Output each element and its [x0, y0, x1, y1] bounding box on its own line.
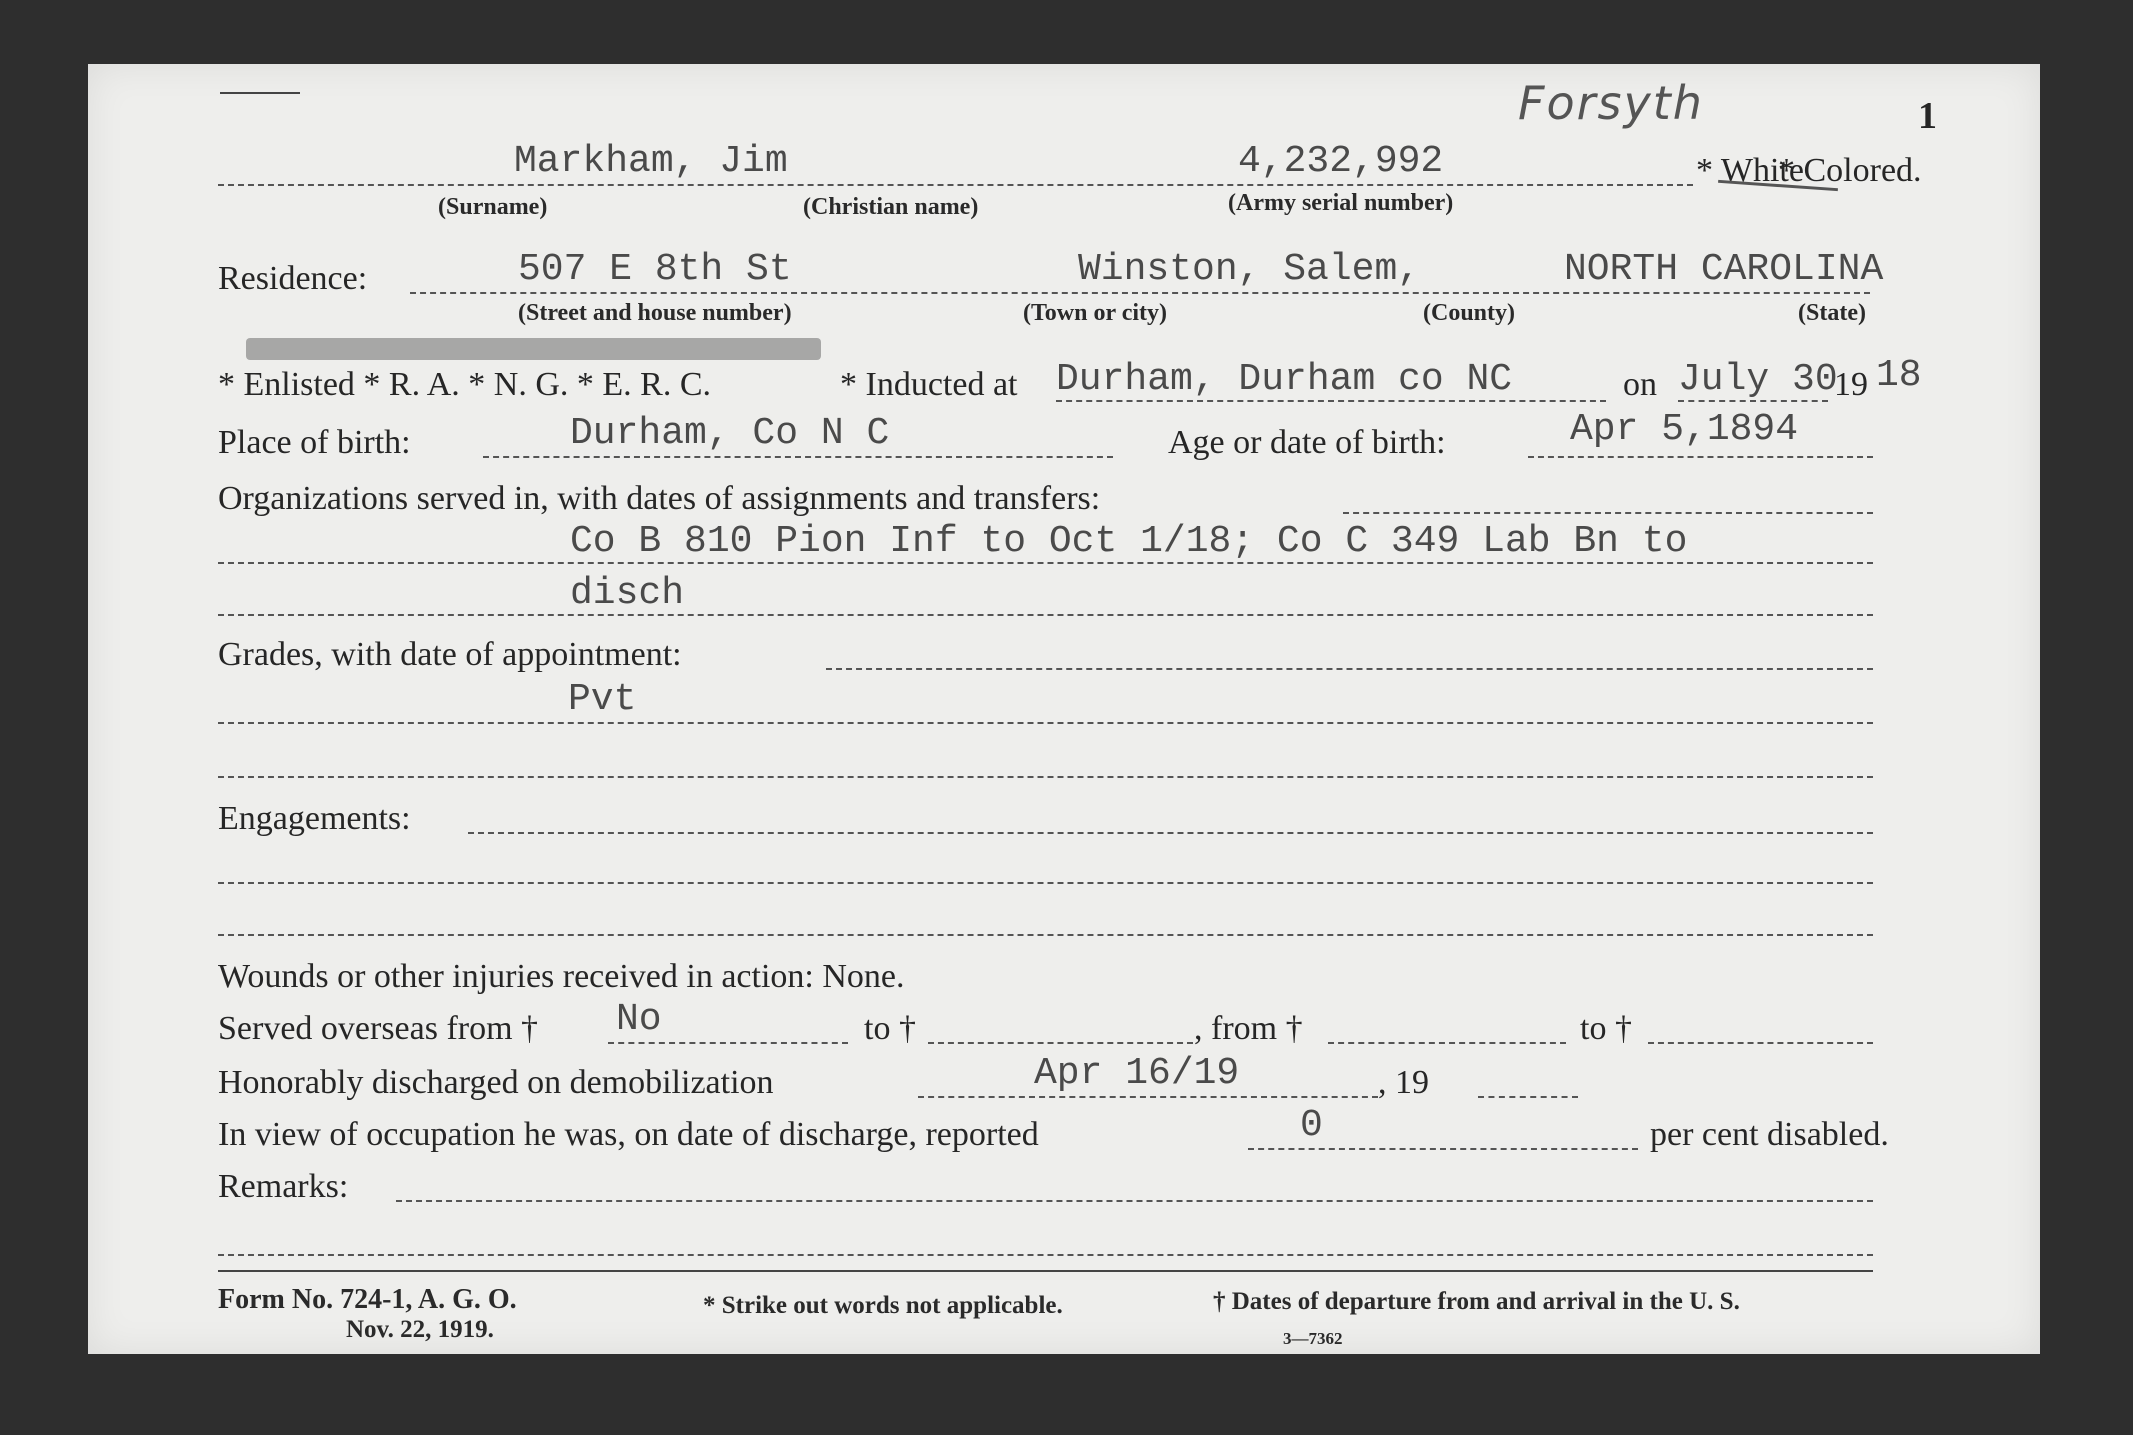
- strike-note: * Strike out words not applicable.: [703, 1292, 1063, 1319]
- residence-label: Residence:: [218, 260, 368, 297]
- overseas-to-label: to †: [864, 1010, 916, 1047]
- engagements-line-0: [468, 832, 1873, 834]
- dates-note: † Dates of departure from and arrival in the U. S.: [1213, 1288, 1740, 1315]
- discharge-year-line: [1478, 1096, 1578, 1098]
- grades-line-0: [826, 668, 1873, 670]
- disabled-percent: 0: [1300, 1104, 1323, 1147]
- surname-caption: (Surname): [438, 194, 548, 220]
- discharge-date: Apr 16/19: [1034, 1052, 1240, 1095]
- inducted-label: * Inducted at: [840, 366, 1018, 403]
- race-white: * White: [1696, 152, 1804, 189]
- discharge-line: [918, 1096, 1378, 1098]
- on-label: on: [1623, 366, 1657, 403]
- overseas-from2-label: , from †: [1194, 1010, 1303, 1047]
- grade: Pvt: [568, 678, 637, 721]
- remarks-label: Remarks:: [218, 1168, 349, 1205]
- page-number: 1: [1918, 95, 1937, 137]
- organizations-line-2: [218, 614, 1873, 616]
- residence-line: [410, 292, 1870, 294]
- county-caption: (County): [1423, 300, 1516, 326]
- organizations-label: Organizations served in, with dates of assignments and transfers:: [218, 480, 1101, 517]
- service-record-card: [88, 64, 2040, 1354]
- grades-label: Grades, with date of appointment:: [218, 636, 682, 673]
- birth-place: Durham, Co N C: [570, 412, 890, 455]
- engagements-line-1: [218, 882, 1873, 884]
- street-caption: (Street and house number): [518, 300, 792, 326]
- residence-town: Winston, Salem,: [1078, 248, 1421, 291]
- occupation-label: In view of occupation he was, on date of discharge, reported: [218, 1116, 1039, 1153]
- overseas-from-line: [608, 1042, 848, 1044]
- place-of-birth-label: Place of birth:: [218, 424, 411, 461]
- wounds-label: Wounds or other injuries received in action: None.: [218, 958, 905, 995]
- county-annotation: Forsyth: [1518, 76, 1704, 130]
- enlisted-strike: [246, 338, 821, 360]
- inducted-date: July 30: [1678, 358, 1838, 401]
- per-cent-label: per cent disabled.: [1650, 1116, 1889, 1153]
- surname-name: Markham, Jim: [514, 140, 788, 183]
- age-label: Age or date of birth:: [1168, 424, 1446, 461]
- form-number: Form No. 724-1, A. G. O.: [218, 1284, 517, 1315]
- footer-rule: [218, 1270, 1873, 1272]
- overseas-to2-label: to †: [1580, 1010, 1632, 1047]
- state-caption: (State): [1798, 300, 1866, 326]
- grades-line-1: [218, 722, 1873, 724]
- birth-date-line: [1528, 456, 1873, 458]
- town-caption: (Town or city): [1023, 300, 1167, 326]
- engagements-line-2: [218, 934, 1873, 936]
- discharged-label: Honorably discharged on demobilization: [218, 1064, 774, 1101]
- overseas-to2-line: [1648, 1042, 1873, 1044]
- overseas-value: No: [616, 998, 662, 1041]
- grades-line-2: [218, 776, 1873, 778]
- form-date: Nov. 22, 1919.: [346, 1316, 494, 1343]
- residence-street: 507 E 8th St: [518, 248, 792, 291]
- overseas-to-line: [928, 1042, 1193, 1044]
- organizations-line-0: [1343, 512, 1873, 514]
- overseas-from-label: Served overseas from †: [218, 1010, 539, 1047]
- residence-state: NORTH CAROLINA: [1564, 248, 1884, 291]
- print-code: 3—7362: [1283, 1329, 1343, 1348]
- remarks-line-0: [396, 1200, 1873, 1202]
- enlisted-options: * Enlisted * R. A. * N. G. * E. R. C.: [218, 366, 712, 403]
- name-line: [218, 184, 1693, 186]
- remarks-line-1: [218, 1254, 1873, 1256]
- birth-date: Apr 5,1894: [1570, 408, 1799, 451]
- place-of-birth-line: [483, 456, 1113, 458]
- organizations-entry-2: disch: [570, 572, 685, 615]
- corner-rule: [220, 92, 300, 94]
- disabled-line: [1248, 1148, 1638, 1150]
- overseas-from2-line: [1328, 1042, 1566, 1044]
- inducted-place: Durham, Durham co NC: [1056, 358, 1513, 401]
- discharge-year-label: , 19: [1378, 1064, 1429, 1101]
- organizations-entry-1: Co B 810 Pion Inf to Oct 1/18; Co C 349 Lab Bn to: [570, 520, 1688, 563]
- race-colored: * Colored.: [1778, 152, 1922, 189]
- serial-caption: (Army serial number): [1228, 190, 1454, 216]
- year-prefix: 19: [1834, 366, 1868, 403]
- inducted-year: 18: [1876, 354, 1922, 397]
- christian-name-caption: (Christian name): [803, 194, 979, 220]
- serial-number: 4,232,992: [1238, 140, 1444, 183]
- engagements-label: Engagements:: [218, 800, 411, 837]
